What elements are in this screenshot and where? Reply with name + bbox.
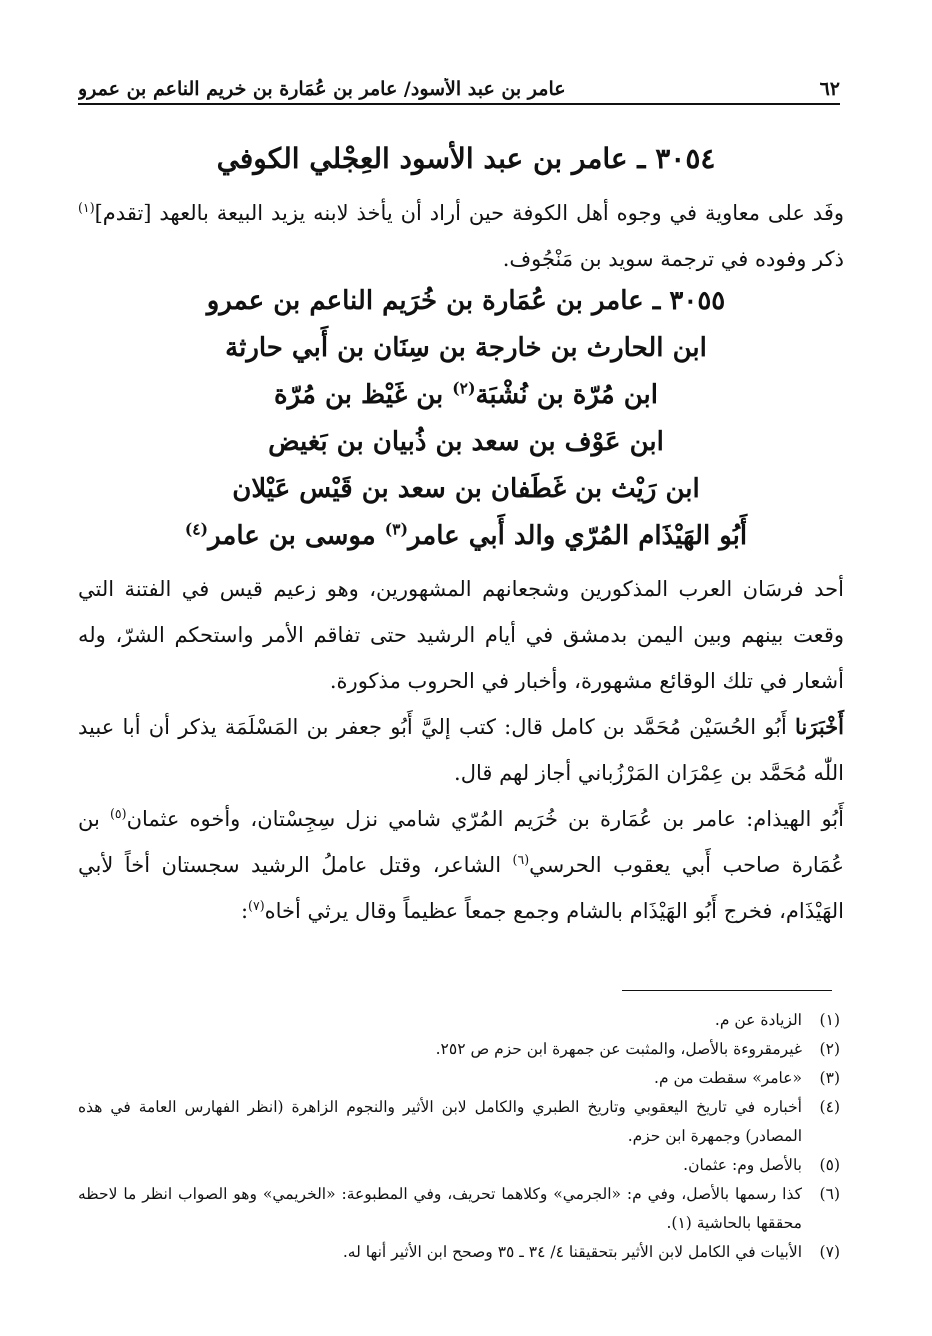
entry-3054-body	[78, 190, 844, 282]
lineage-text-6b: موسى بن عامر	[208, 521, 385, 551]
footnote-text: كذا رسمها بالأصل، وفي م: «الجرمي» وكلاهما تحريف، وفي المطبوعة: «الخريمي» وهو الصواب انظر ما لاحظه محققها بالحاشية (١).	[78, 1185, 802, 1232]
footnote-ref-1: (١)	[78, 200, 95, 215]
quote-text-1: أَبُو الهيذام: عامر بن عُمَارة بن خُرَيم المُرّي شامي نزل سِجِسْتان، وأخوه عثمان	[126, 807, 844, 831]
footnote-7	[78, 1238, 840, 1267]
page-number: ٦٢	[819, 78, 840, 100]
entry-heading-3054: ٣٠٥٤ ـ عامر بن عبد الأسود العِجْلي الكوفي	[216, 142, 716, 175]
footnote-ref-7: (٧)	[248, 898, 265, 913]
footnote-number: (٣)	[819, 1069, 840, 1087]
footnote-ref-4: (٤)	[184, 519, 209, 539]
footnotes	[78, 1006, 840, 1267]
footnote-text: «عامر» سقطت من م.	[654, 1069, 802, 1087]
footnote-ref-3: (٣)	[384, 519, 408, 539]
footnote-number: (٥)	[819, 1156, 840, 1174]
footnote-3	[78, 1064, 840, 1093]
footnote-2	[78, 1035, 840, 1064]
footnote-ref-6: (٦)	[512, 852, 530, 867]
footnote-4	[78, 1093, 840, 1151]
footnote-text: أخباره في تاريخ اليعقوبي وتاريخ الطبري والكامل لابن الأثير والنجوم الزاهرة (انظر الفهارس العامة في هذه المصادر) وجمهرة ابن حزم.	[78, 1098, 802, 1145]
footnote-separator	[622, 990, 832, 991]
quote-paragraph	[78, 796, 844, 934]
footnote-number: (٧)	[819, 1243, 840, 1261]
lineage-text-6a: أَبُو الهَيْذَام المُرّي والد أَبي عامر	[407, 521, 748, 551]
entry-heading-3055-line5: ابن رَيْث بن غَطَفان بن سعد بن قَيْس عَيْلان	[232, 474, 700, 504]
quote-text-2: بن عُمَارة صاحب أَبي يعقوب الحرسي	[78, 807, 844, 877]
entry-heading-3055-line6	[100, 521, 832, 552]
running-title: عامر بن عبد الأسود/ عامر بن عُمَارة بن خريم الناعم بن عمرو	[78, 78, 566, 100]
header-rule	[78, 103, 840, 105]
running-header	[78, 70, 840, 100]
footnote-number: (١)	[819, 1011, 840, 1029]
footnote-ref-5: (٥)	[109, 806, 127, 821]
isnad-text: أَبُو الحُسَيْن مُحَمَّد بن كامل قال: كتب إليَّ أَبُو جعفر بن المَسْلَمَة يذكر أن أبا عبيد اللّٰه مُحَمَّد بن عِمْرَان المَرْزُباني أجاز لهم قال.	[78, 715, 844, 785]
isnad-paragraph	[78, 704, 844, 796]
entry-heading-3055-line4: ابن عَوْف بن سعد بن ذُبيان بن بَغيض	[268, 427, 664, 457]
footnote-1	[78, 1006, 840, 1035]
footnote-text: غيرمقروءة بالأصل، والمثبت عن جمهرة ابن حزم ص ٢٥٢.	[435, 1040, 802, 1058]
entry-3054-text-b: ذكر وفوده في ترجمة سويد بن مَنْجُوف.	[502, 247, 844, 271]
entry-heading-3055-line2: ابن الحارث بن خارجة بن سِنَان بن أَبي حارثة	[225, 333, 707, 363]
footnote-number: (٤)	[819, 1098, 840, 1116]
entry-heading-3055-line1: ٣٠٥٥ ـ عامر بن عُمَارة بن خُرَيم الناعم بن عمرو	[206, 286, 726, 316]
isnad-lead-word: أَخْبَرَنا	[795, 714, 844, 739]
entry-3054-text-a: وفَد على معاوية في وجوه أهل الكوفة حين أراد أن يأخذ لابنه يزيد البيعة بالعهد [تقدم]	[94, 201, 844, 225]
footnote-text: بالأصل وم: عثمان.	[683, 1156, 802, 1174]
footnote-text: الأبيات في الكامل لابن الأثير بتحقيقنا ٤/ ٣٤ ـ ٣٥ وصحح ابن الأثير أنها له.	[342, 1243, 802, 1261]
lineage-text-3b: بن غَيْظ بن مُرّة	[274, 380, 453, 410]
footnote-number: (٢)	[819, 1040, 840, 1058]
footnote-6	[78, 1180, 840, 1238]
footnote-text: الزيادة عن م.	[714, 1011, 802, 1029]
quote-text-3: الشاعر، وقتل عاملُ الرشيد سجستان أخاً لأبي الهَيْذَام، فخرج أَبُو الهَيْذَام بالشام وجمع جمعاً عظيماً وقال يرثي أخاه	[78, 853, 844, 923]
entry-heading-3055-line3	[100, 380, 832, 411]
footnote-number: (٦)	[819, 1185, 840, 1203]
footnote-ref-2: (٢)	[452, 378, 476, 398]
quote-text-4: :	[240, 899, 249, 923]
biography-paragraph: أحد فرسَان العرب المذكورين وشجعانهم المشهورين، وهو زعيم قيس في الفتنة التي وقعت بينهم وبين اليمن بدمشق في أيام الرشيد حتى تفاقم الأمر واستحكم الشرّ، وله أشعار في تلك الوقائع مشهورة، وأخبار في الحروب مذكورة.	[78, 577, 844, 693]
footnote-5	[78, 1151, 840, 1180]
lineage-text-3a: ابن مُرّة بن نُشْبَة	[475, 380, 658, 410]
